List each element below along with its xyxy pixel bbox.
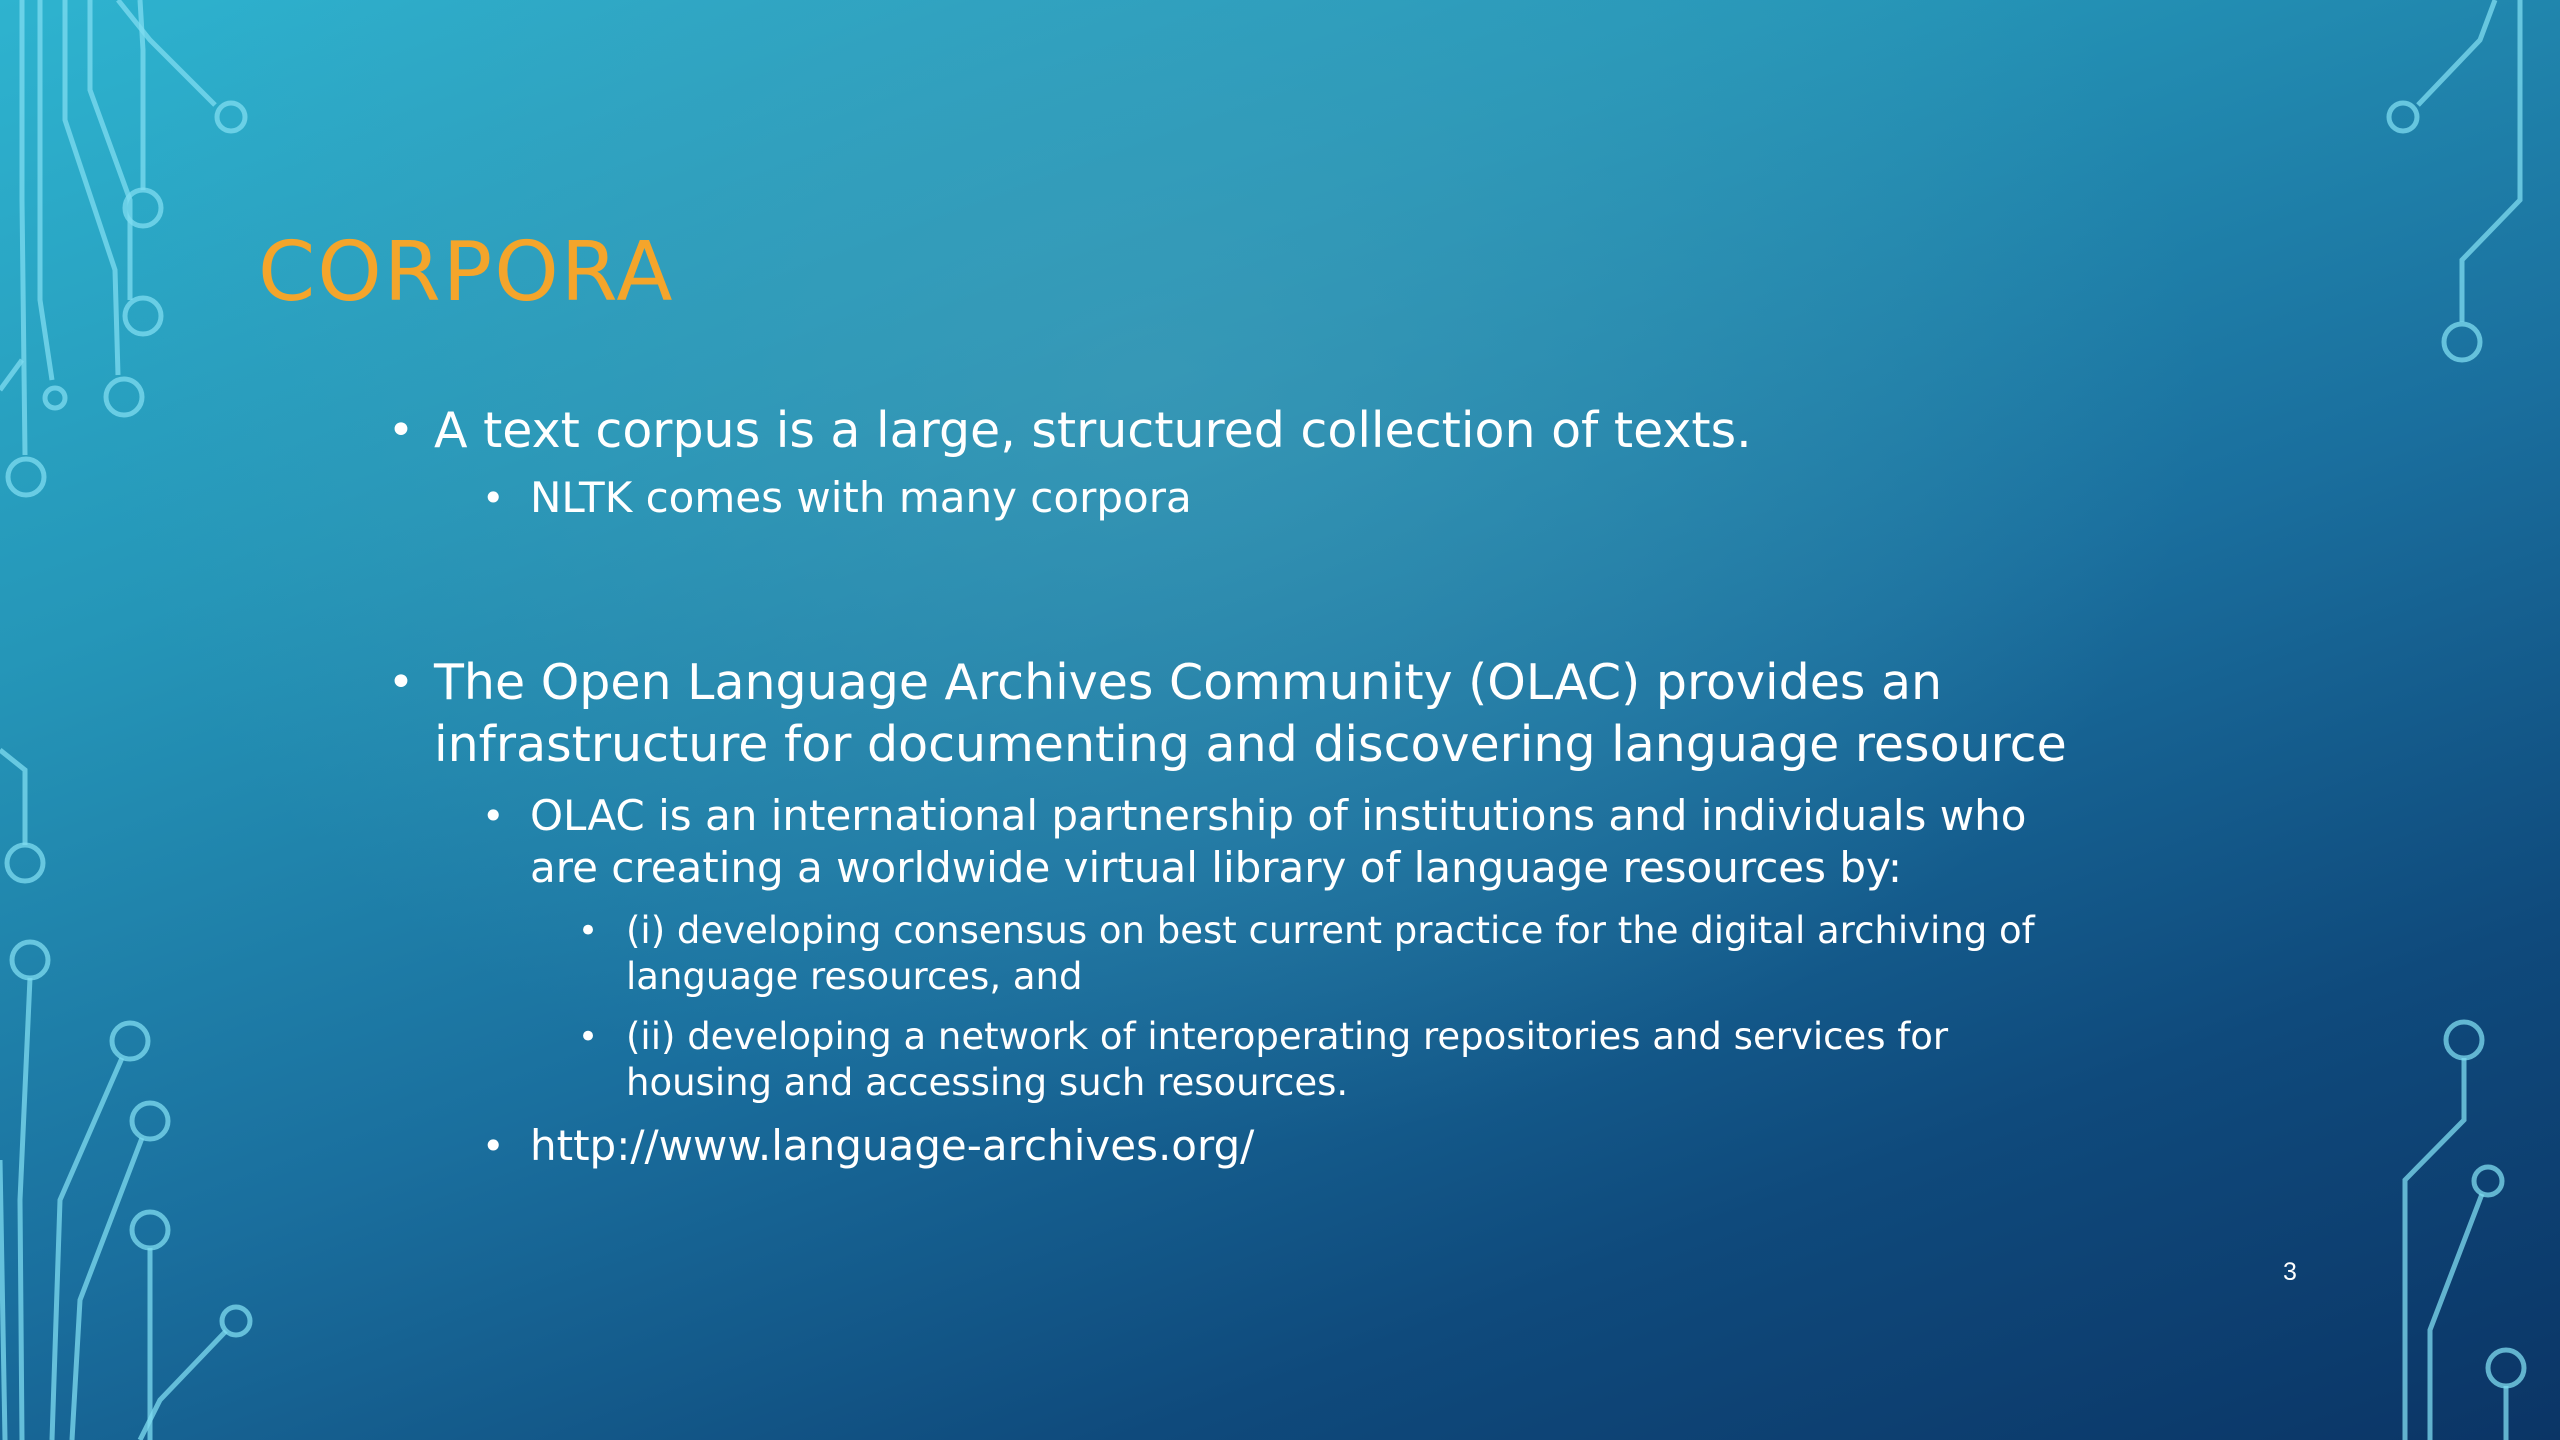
bullet-corpus-definition: • A text corpus is a large, structured collection of texts. <box>380 400 2080 462</box>
slide-title: CORPORA <box>258 225 675 320</box>
bullet-olac-partnership: • OLAC is an international partnership of institutions and individuals who are creating a worldwide virtual library of language resources by: <box>380 790 2080 894</box>
bullet-olac-network: • (ii) developing a network of interoperating repositories and services for housing and accessing such resources. <box>380 1014 2080 1106</box>
bullet-nltk-corpora: • NLTK comes with many corpora <box>380 472 2080 524</box>
bullet-olac-intro: • The Open Language Archives Community (OLAC) provides an infrastructure for documenting and discovering language resource <box>380 652 2080 776</box>
bullet-list <box>380 400 2080 1172</box>
bullet-olac-consensus: • (i) developing consensus on best current practice for the digital archiving of language resources, and <box>380 908 2080 1000</box>
olac-link[interactable]: • http://www.language-archives.org/ <box>380 1120 2080 1172</box>
page-number: 3 <box>2283 1258 2297 1286</box>
